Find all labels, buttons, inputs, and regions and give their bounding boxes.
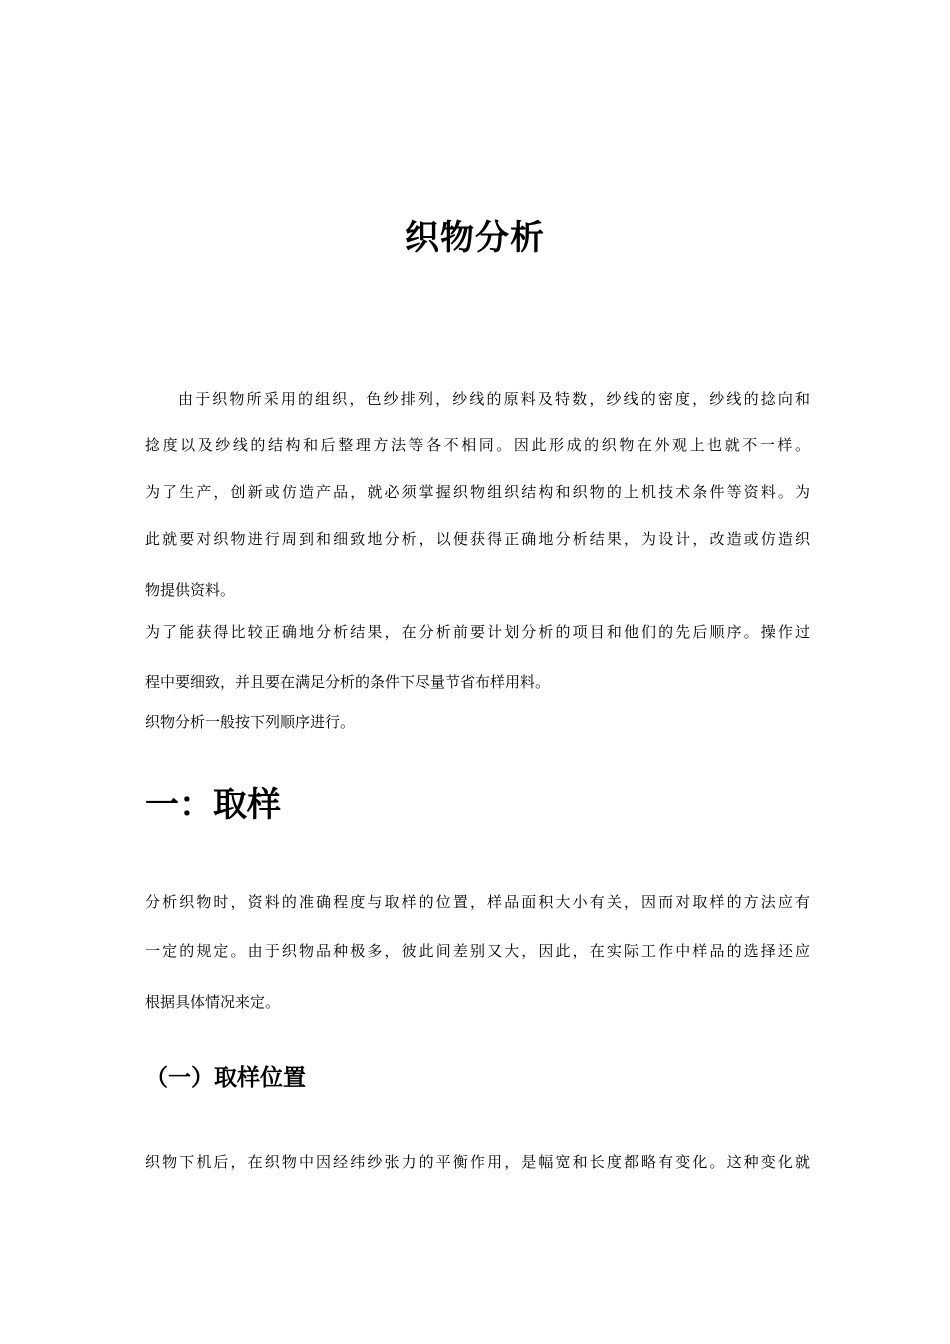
section1-line-2: 一定的规定。由于织物品种极多，彼此间差别又大，因此，在实际工作中样品的选择还应 <box>145 942 810 960</box>
intro-line-2: 捻度以及纱线的结构和后整理方法等各不相同。因此形成的织物在外观上也就不一样。 <box>145 436 810 454</box>
subsection1-line-1: 织物下机后，在织物中因经纬纱张力的平衡作用，是幅宽和长度都略有变化。这种变化就 <box>145 1153 810 1171</box>
subsection-heading-sampling-position: （一）取样位置 <box>145 1065 306 1091</box>
intro-line-7: 程中要细致，并且要在满足分析的条件下尽量节省布样用料。 <box>145 673 551 691</box>
intro-line-6: 为了能获得比较正确地分析结果，在分析前要计划分析的项目和他们的先后顺序。操作过 <box>145 623 810 641</box>
intro-line-1: 由于织物所采用的组织，色纱排列，纱线的原料及特数，纱线的密度，纱线的捻向和 <box>178 390 810 408</box>
intro-line-3: 为了生产，创新或仿造产品，就必须掌握织物组织结构和织物的上机技术条件等资料。为 <box>145 483 810 501</box>
section1-line-3: 根据具体情况来定。 <box>145 993 281 1011</box>
intro-line-5: 物提供资料。 <box>145 581 236 599</box>
section1-line-1: 分析织物时，资料的准确程度与取样的位置，样品面积大小有关，因而对取样的方法应有 <box>145 893 810 911</box>
document-title: 织物分析 <box>405 218 545 258</box>
section-heading-sampling: 一：取样 <box>145 785 281 825</box>
intro-line-8: 织物分析一般按下列顺序进行。 <box>145 713 356 731</box>
intro-line-4: 此就要对织物进行周到和细致地分析，以便获得正确地分析结果，为设计，改造或仿造织 <box>145 530 810 548</box>
